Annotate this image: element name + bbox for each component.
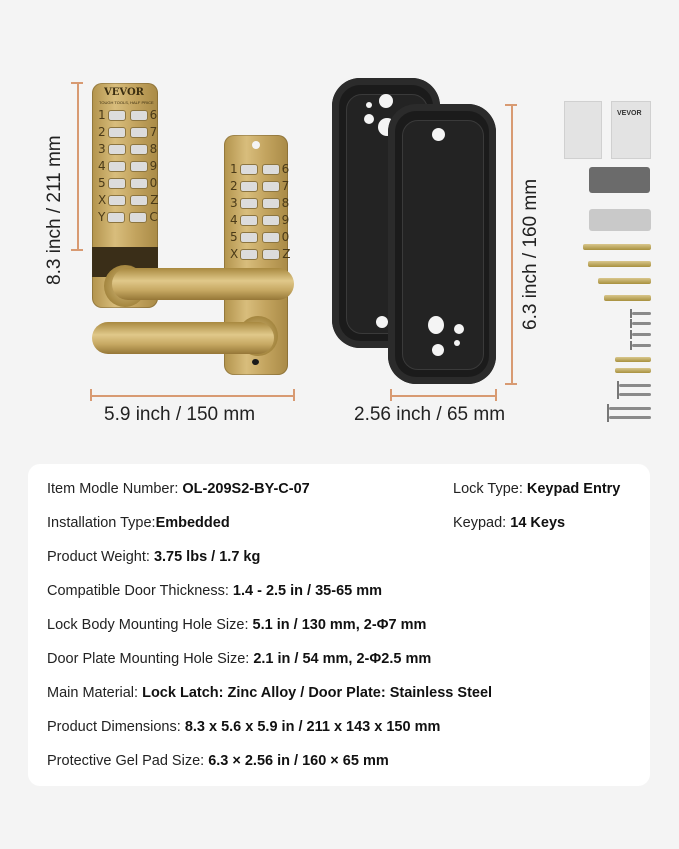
keypad-button xyxy=(262,164,280,175)
spindle-rod xyxy=(583,244,651,250)
gel-pad-hole xyxy=(454,324,464,334)
gel-pad-hole xyxy=(379,94,393,108)
lock-height-tick-top xyxy=(71,82,83,84)
key-row: 4 9 xyxy=(98,159,158,173)
keypad-button xyxy=(240,215,258,226)
spindle-rod xyxy=(598,278,651,284)
keyhole xyxy=(252,359,259,365)
key-row: 3 8 xyxy=(230,196,290,210)
long-screw xyxy=(619,393,651,396)
screw xyxy=(632,312,651,315)
keypad-button xyxy=(262,215,280,226)
key-row: 3 8 xyxy=(98,142,158,156)
pad-width-line xyxy=(390,395,496,397)
keypad-button xyxy=(240,164,258,175)
keypad-button xyxy=(130,178,148,189)
keypad-button xyxy=(130,127,148,138)
spec-model-number: Item Modle Number: OL-209S2-BY-C-07 xyxy=(47,481,310,497)
keypad-button xyxy=(108,110,126,121)
spec-product-dimensions: Product Dimensions: 8.3 x 5.6 x 5.9 in / 211 x 143 x 150 mm xyxy=(47,719,441,735)
lock-width-line xyxy=(90,395,294,397)
lock-height-tick-bottom xyxy=(71,249,83,251)
pad-width-tick-right xyxy=(495,389,497,401)
key-row: 2 7 xyxy=(98,125,158,139)
spindle-rod xyxy=(604,295,651,301)
keypad-button xyxy=(130,144,148,155)
lever-handle-back xyxy=(92,322,274,354)
gel-pad-hole xyxy=(366,102,372,108)
key-row: X Z xyxy=(98,193,159,207)
manual-brand: VEVOR xyxy=(617,110,642,117)
pad-height-tick-bottom xyxy=(505,383,517,385)
manual xyxy=(611,101,651,159)
long-screw xyxy=(609,416,651,419)
gel-pad-hole xyxy=(432,128,445,141)
gel-pad-front xyxy=(388,104,496,384)
keypad-button xyxy=(240,249,258,260)
spec-lock-body-hole-size: Lock Body Mounting Hole Size: 5.1 in / 130 mm, 2-Φ7 mm xyxy=(47,617,427,633)
post-rod xyxy=(615,368,651,373)
keypad-button xyxy=(107,212,125,223)
spec-lock-type: Lock Type: Keypad Entry xyxy=(453,481,621,497)
spec-door-plate-hole-size: Door Plate Mounting Hole Size: 2.1 in / 54 mm, 2-Φ2.5 mm xyxy=(47,651,432,667)
pad-height-tick-top xyxy=(505,104,517,106)
spec-card xyxy=(28,464,650,786)
spec-door-thickness: Compatible Door Thickness: 1.4 - 2.5 in / 35-65 mm xyxy=(47,583,383,599)
strike-plate xyxy=(589,167,650,193)
long-screw xyxy=(619,384,651,387)
pad-height-label: 6.3 inch / 160 mm xyxy=(520,178,541,330)
spec-keypad: Keypad: 14 Keys xyxy=(453,515,566,531)
keypad-button xyxy=(108,127,126,138)
screw xyxy=(632,344,651,347)
lock-width-label: 5.9 inch / 150 mm xyxy=(104,404,256,425)
keypad-button xyxy=(262,198,280,209)
keypad-button xyxy=(108,161,126,172)
keypad-button xyxy=(129,212,147,223)
gel-pad-hole xyxy=(364,114,374,124)
keypad-button xyxy=(130,195,148,206)
gel-pad-hole xyxy=(454,340,460,346)
lock-width-tick-left xyxy=(90,389,92,401)
spec-product-weight: Product Weight: 3.75 lbs / 1.7 kg xyxy=(47,549,261,565)
pad-height-line xyxy=(511,104,513,384)
key-row: X Z xyxy=(230,247,291,261)
latch-box xyxy=(589,209,651,231)
keypad-button xyxy=(130,110,148,121)
spindle-rod xyxy=(588,261,651,267)
lock-height-line xyxy=(77,82,79,250)
key-row: 1 6 xyxy=(230,162,290,176)
key-row: 5 0 xyxy=(230,230,290,244)
keypad-button xyxy=(108,178,126,189)
instruction-sheet xyxy=(564,101,602,159)
gel-pad-hole xyxy=(428,316,444,334)
long-screw xyxy=(609,407,651,410)
key-row: 5 0 xyxy=(98,176,158,190)
spec-main-material: Main Material: Lock Latch: Zinc Alloy / Door Plate: Stainless Steel xyxy=(47,685,493,701)
lock-tagline: TOUGH TOOLS, HALF PRICE xyxy=(99,100,154,105)
keypad-button xyxy=(130,161,148,172)
keypad-button xyxy=(108,144,126,155)
screw xyxy=(632,322,651,325)
keypad-button xyxy=(240,181,258,192)
keypad-button xyxy=(262,249,280,260)
key-row: 1 6 xyxy=(98,108,158,122)
gel-pad-hole xyxy=(376,316,388,328)
key-row: 4 9 xyxy=(230,213,290,227)
spec-installation-type: Installation Type:Embedded xyxy=(47,515,230,531)
pad-width-label: 2.56 inch / 65 mm xyxy=(354,404,506,425)
key-row: Y C xyxy=(98,210,158,224)
gel-pad-inner xyxy=(402,120,484,370)
gel-pad-hole xyxy=(432,344,444,356)
lock-height-label: 8.3 inch / 211 mm xyxy=(44,135,65,285)
lock-width-tick-right xyxy=(293,389,295,401)
key-row: 2 7 xyxy=(230,179,290,193)
keypad-button xyxy=(240,198,258,209)
post-rod xyxy=(615,357,651,362)
mounting-hole xyxy=(252,141,260,149)
keypad-button xyxy=(240,232,258,243)
spec-gel-pad-size: Protective Gel Pad Size: 6.3 × 2.56 in / 160 × 65 mm xyxy=(47,753,389,769)
screw xyxy=(632,333,651,336)
pad-width-tick-left xyxy=(390,389,392,401)
lock-brand: VEVOR xyxy=(104,87,144,98)
keypad-button xyxy=(108,195,126,206)
keypad-button xyxy=(262,232,280,243)
lever-handle-front xyxy=(112,268,294,300)
keypad-button xyxy=(262,181,280,192)
